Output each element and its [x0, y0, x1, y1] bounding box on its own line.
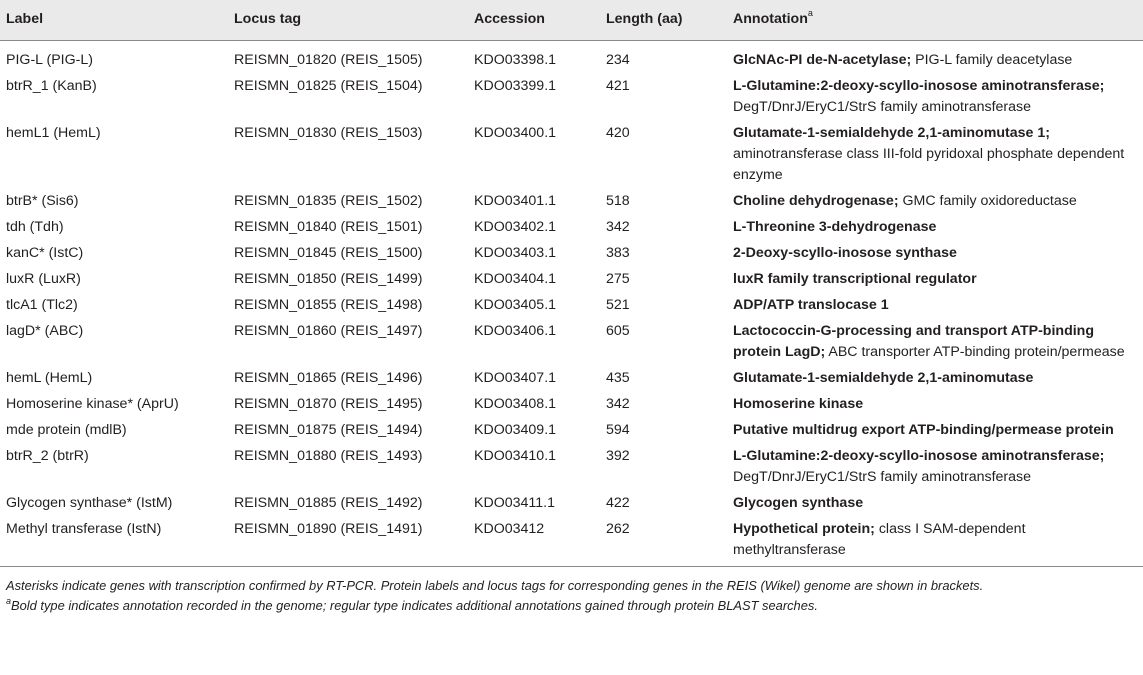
table-row	[0, 390, 1143, 416]
cell-accession: KDO03409.1	[474, 422, 557, 438]
annotation-genome: Homoserine kinase	[733, 396, 864, 412]
cell-locus-tag: REISMN_01855 (REIS_1498)	[234, 297, 423, 313]
cell-accession: KDO03408.1	[474, 396, 557, 412]
cell-annotation	[727, 416, 1143, 442]
cell-label: PIG-L (PIG-L)	[6, 52, 93, 68]
annotation-genome: luxR family transcriptional regulator	[733, 271, 977, 287]
cell-annotation	[727, 72, 1143, 119]
header-accession	[468, 0, 600, 41]
cell-locus-tag: REISMN_01850 (REIS_1499)	[234, 271, 423, 287]
annotation-blast: GMC family oxidoreductase	[898, 193, 1077, 209]
annotation-genome: GlcNAc-PI de-N-acetylase;	[733, 52, 912, 68]
annotation-genome: Putative multidrug export ATP-binding/permease protein	[733, 422, 1114, 438]
cell-annotation	[727, 119, 1143, 187]
table-row	[0, 291, 1143, 317]
footnote-asterisk	[6, 576, 1143, 596]
header-annotation-footnote-mark: a	[807, 8, 813, 19]
cell-locus-tag: REISMN_01875 (REIS_1494)	[234, 422, 423, 438]
cell-length: 275	[606, 271, 630, 287]
cell-locus-tag: REISMN_01870 (REIS_1495)	[234, 396, 423, 412]
cell-annotation	[727, 41, 1143, 73]
table-footnotes	[0, 567, 1143, 616]
table-row	[0, 187, 1143, 213]
cell-accession: KDO03412	[474, 521, 545, 537]
cell-locus-tag: REISMN_01890 (REIS_1491)	[234, 521, 423, 537]
table-row	[0, 416, 1143, 442]
cell-annotation	[727, 291, 1143, 317]
cell-label: Homoserine kinase* (AprU)	[6, 396, 179, 412]
annotation-blast: DegT/DnrJ/EryC1/StrS family aminotransferase	[733, 99, 1032, 115]
table-row	[0, 317, 1143, 364]
annotation-blast: DegT/DnrJ/EryC1/StrS family aminotransferase	[733, 469, 1032, 485]
table-row	[0, 119, 1143, 187]
cell-length: 518	[606, 193, 630, 209]
cell-locus-tag: REISMN_01830 (REIS_1503)	[234, 125, 423, 141]
annotation-blast: PIG-L family deacetylase	[911, 52, 1073, 68]
cell-locus-tag: REISMN_01835 (REIS_1502)	[234, 193, 423, 209]
cell-annotation	[727, 390, 1143, 416]
footnote-a-mark: a	[6, 595, 12, 606]
cell-annotation	[727, 442, 1143, 489]
table-row	[0, 364, 1143, 390]
cell-length: 383	[606, 245, 630, 261]
cell-length: 342	[606, 219, 630, 235]
annotation-genome: Hypothetical protein;	[733, 521, 875, 537]
cell-label: btrR_2 (btrR)	[6, 448, 89, 464]
cell-label: hemL1 (HemL)	[6, 125, 101, 141]
cell-locus-tag: REISMN_01865 (REIS_1496)	[234, 370, 423, 386]
table-row	[0, 72, 1143, 119]
annotation-genome: Glutamate-1-semialdehyde 2,1-aminomutase 1;	[733, 125, 1050, 141]
annotation-genome: 2-Deoxy-scyllo-inosose synthase	[733, 245, 957, 261]
cell-length: 392	[606, 448, 630, 464]
cell-annotation	[727, 239, 1143, 265]
cell-label: btrR_1 (KanB)	[6, 78, 97, 94]
cell-label: kanC* (IstC)	[6, 245, 84, 261]
table-row	[0, 213, 1143, 239]
header-accession-text: Accession	[474, 11, 545, 27]
cell-annotation	[727, 489, 1143, 515]
annotation-genome: Choline dehydrogenase;	[733, 193, 899, 209]
cell-length: 420	[606, 125, 630, 141]
cell-accession: KDO03411.1	[474, 495, 555, 511]
cell-locus-tag: REISMN_01845 (REIS_1500)	[234, 245, 423, 261]
cell-length: 421	[606, 78, 630, 94]
cell-accession: KDO03400.1	[474, 125, 557, 141]
cell-accession: KDO03407.1	[474, 370, 557, 386]
cell-locus-tag: REISMN_01820 (REIS_1505)	[234, 52, 423, 68]
header-row	[0, 0, 1143, 41]
table-header	[0, 0, 1143, 41]
cell-length: 435	[606, 370, 630, 386]
cell-label: luxR (LuxR)	[6, 271, 81, 287]
cell-accession: KDO03405.1	[474, 297, 557, 313]
table-row	[0, 265, 1143, 291]
annotation-genome: Lactococcin-G-processing and transport ATP-binding protein LagD;	[733, 323, 1095, 360]
cell-accession: KDO03399.1	[474, 78, 557, 94]
header-label-text: Label	[6, 11, 44, 27]
cell-accession: KDO03404.1	[474, 271, 557, 287]
cell-accession: KDO03402.1	[474, 219, 557, 235]
annotation-blast: aminotransferase class III-fold pyridoxal phosphate dependent enzyme	[733, 146, 1125, 183]
cell-label: btrB* (Sis6)	[6, 193, 79, 209]
cell-annotation	[727, 213, 1143, 239]
cell-length: 234	[606, 52, 630, 68]
cell-length: 342	[606, 396, 630, 412]
cell-annotation	[727, 265, 1143, 291]
table-body	[0, 41, 1143, 563]
annotation-genome: L-Glutamine:2-deoxy-scyllo-inosose aminotransferase;	[733, 78, 1105, 94]
cell-length: 605	[606, 323, 630, 339]
header-locus-text: Locus tag	[234, 11, 302, 27]
annotation-genome: L-Threonine 3-dehydrogenase	[733, 219, 937, 235]
cell-label: mde protein (mdlB)	[6, 422, 127, 438]
cell-locus-tag: REISMN_01880 (REIS_1493)	[234, 448, 423, 464]
cell-label: hemL (HemL)	[6, 370, 93, 386]
header-length-text: Length (aa)	[606, 11, 683, 27]
cell-label: tlcA1 (Tlc2)	[6, 297, 78, 313]
cell-label: tdh (Tdh)	[6, 219, 64, 235]
footnote-a	[6, 596, 1143, 616]
cell-label: Glycogen synthase* (IstM)	[6, 495, 173, 511]
cell-length: 422	[606, 495, 630, 511]
cell-locus-tag: REISMN_01860 (REIS_1497)	[234, 323, 423, 339]
header-annotation	[727, 0, 1143, 41]
cell-locus-tag: REISMN_01825 (REIS_1504)	[234, 78, 423, 94]
header-length	[600, 0, 727, 41]
cell-annotation	[727, 187, 1143, 213]
cell-label: Methyl transferase (IstN)	[6, 521, 162, 537]
table-row	[0, 239, 1143, 265]
header-label	[0, 0, 228, 41]
annotation-genome: Glutamate-1-semialdehyde 2,1-aminomutase	[733, 370, 1034, 386]
table-row	[0, 41, 1143, 73]
cell-accession: KDO03398.1	[474, 52, 557, 68]
table-row	[0, 489, 1143, 515]
table-row	[0, 442, 1143, 489]
cell-label: lagD* (ABC)	[6, 323, 84, 339]
annotation-blast: ABC transporter ATP-binding protein/permease	[825, 344, 1125, 360]
cell-locus-tag: REISMN_01885 (REIS_1492)	[234, 495, 423, 511]
annotation-genome: Glycogen synthase	[733, 495, 864, 511]
cell-accession: KDO03410.1	[474, 448, 557, 464]
header-annotation-text: Annotation	[733, 11, 808, 27]
footnote-asterisk-text: Asterisks indicate genes with transcription confirmed by RT-PCR. Protein labels and locus tags for corresponding genes in the REIS (Wikel) genome are shown in brackets.	[6, 578, 984, 593]
cell-annotation	[727, 515, 1143, 562]
cell-accession: KDO03401.1	[474, 193, 557, 209]
annotation-blast: class I SAM-dependent methyltransferase	[733, 521, 1026, 558]
annotation-genome: ADP/ATP translocase 1	[733, 297, 889, 313]
cell-length: 594	[606, 422, 630, 438]
cell-annotation	[727, 317, 1143, 364]
header-locus-tag	[228, 0, 468, 41]
annotation-genome: L-Glutamine:2-deoxy-scyllo-inosose aminotransferase;	[733, 448, 1105, 464]
cell-accession: KDO03406.1	[474, 323, 557, 339]
cell-length: 521	[606, 297, 630, 313]
cell-annotation	[727, 364, 1143, 390]
cell-length: 262	[606, 521, 630, 537]
cell-locus-tag: REISMN_01840 (REIS_1501)	[234, 219, 423, 235]
table-row	[0, 515, 1143, 562]
cell-accession: KDO03403.1	[474, 245, 557, 261]
footnote-a-text: Bold type indicates annotation recorded in the genome; regular type indicates additional annotations gained through protein BLAST searches.	[11, 598, 818, 613]
